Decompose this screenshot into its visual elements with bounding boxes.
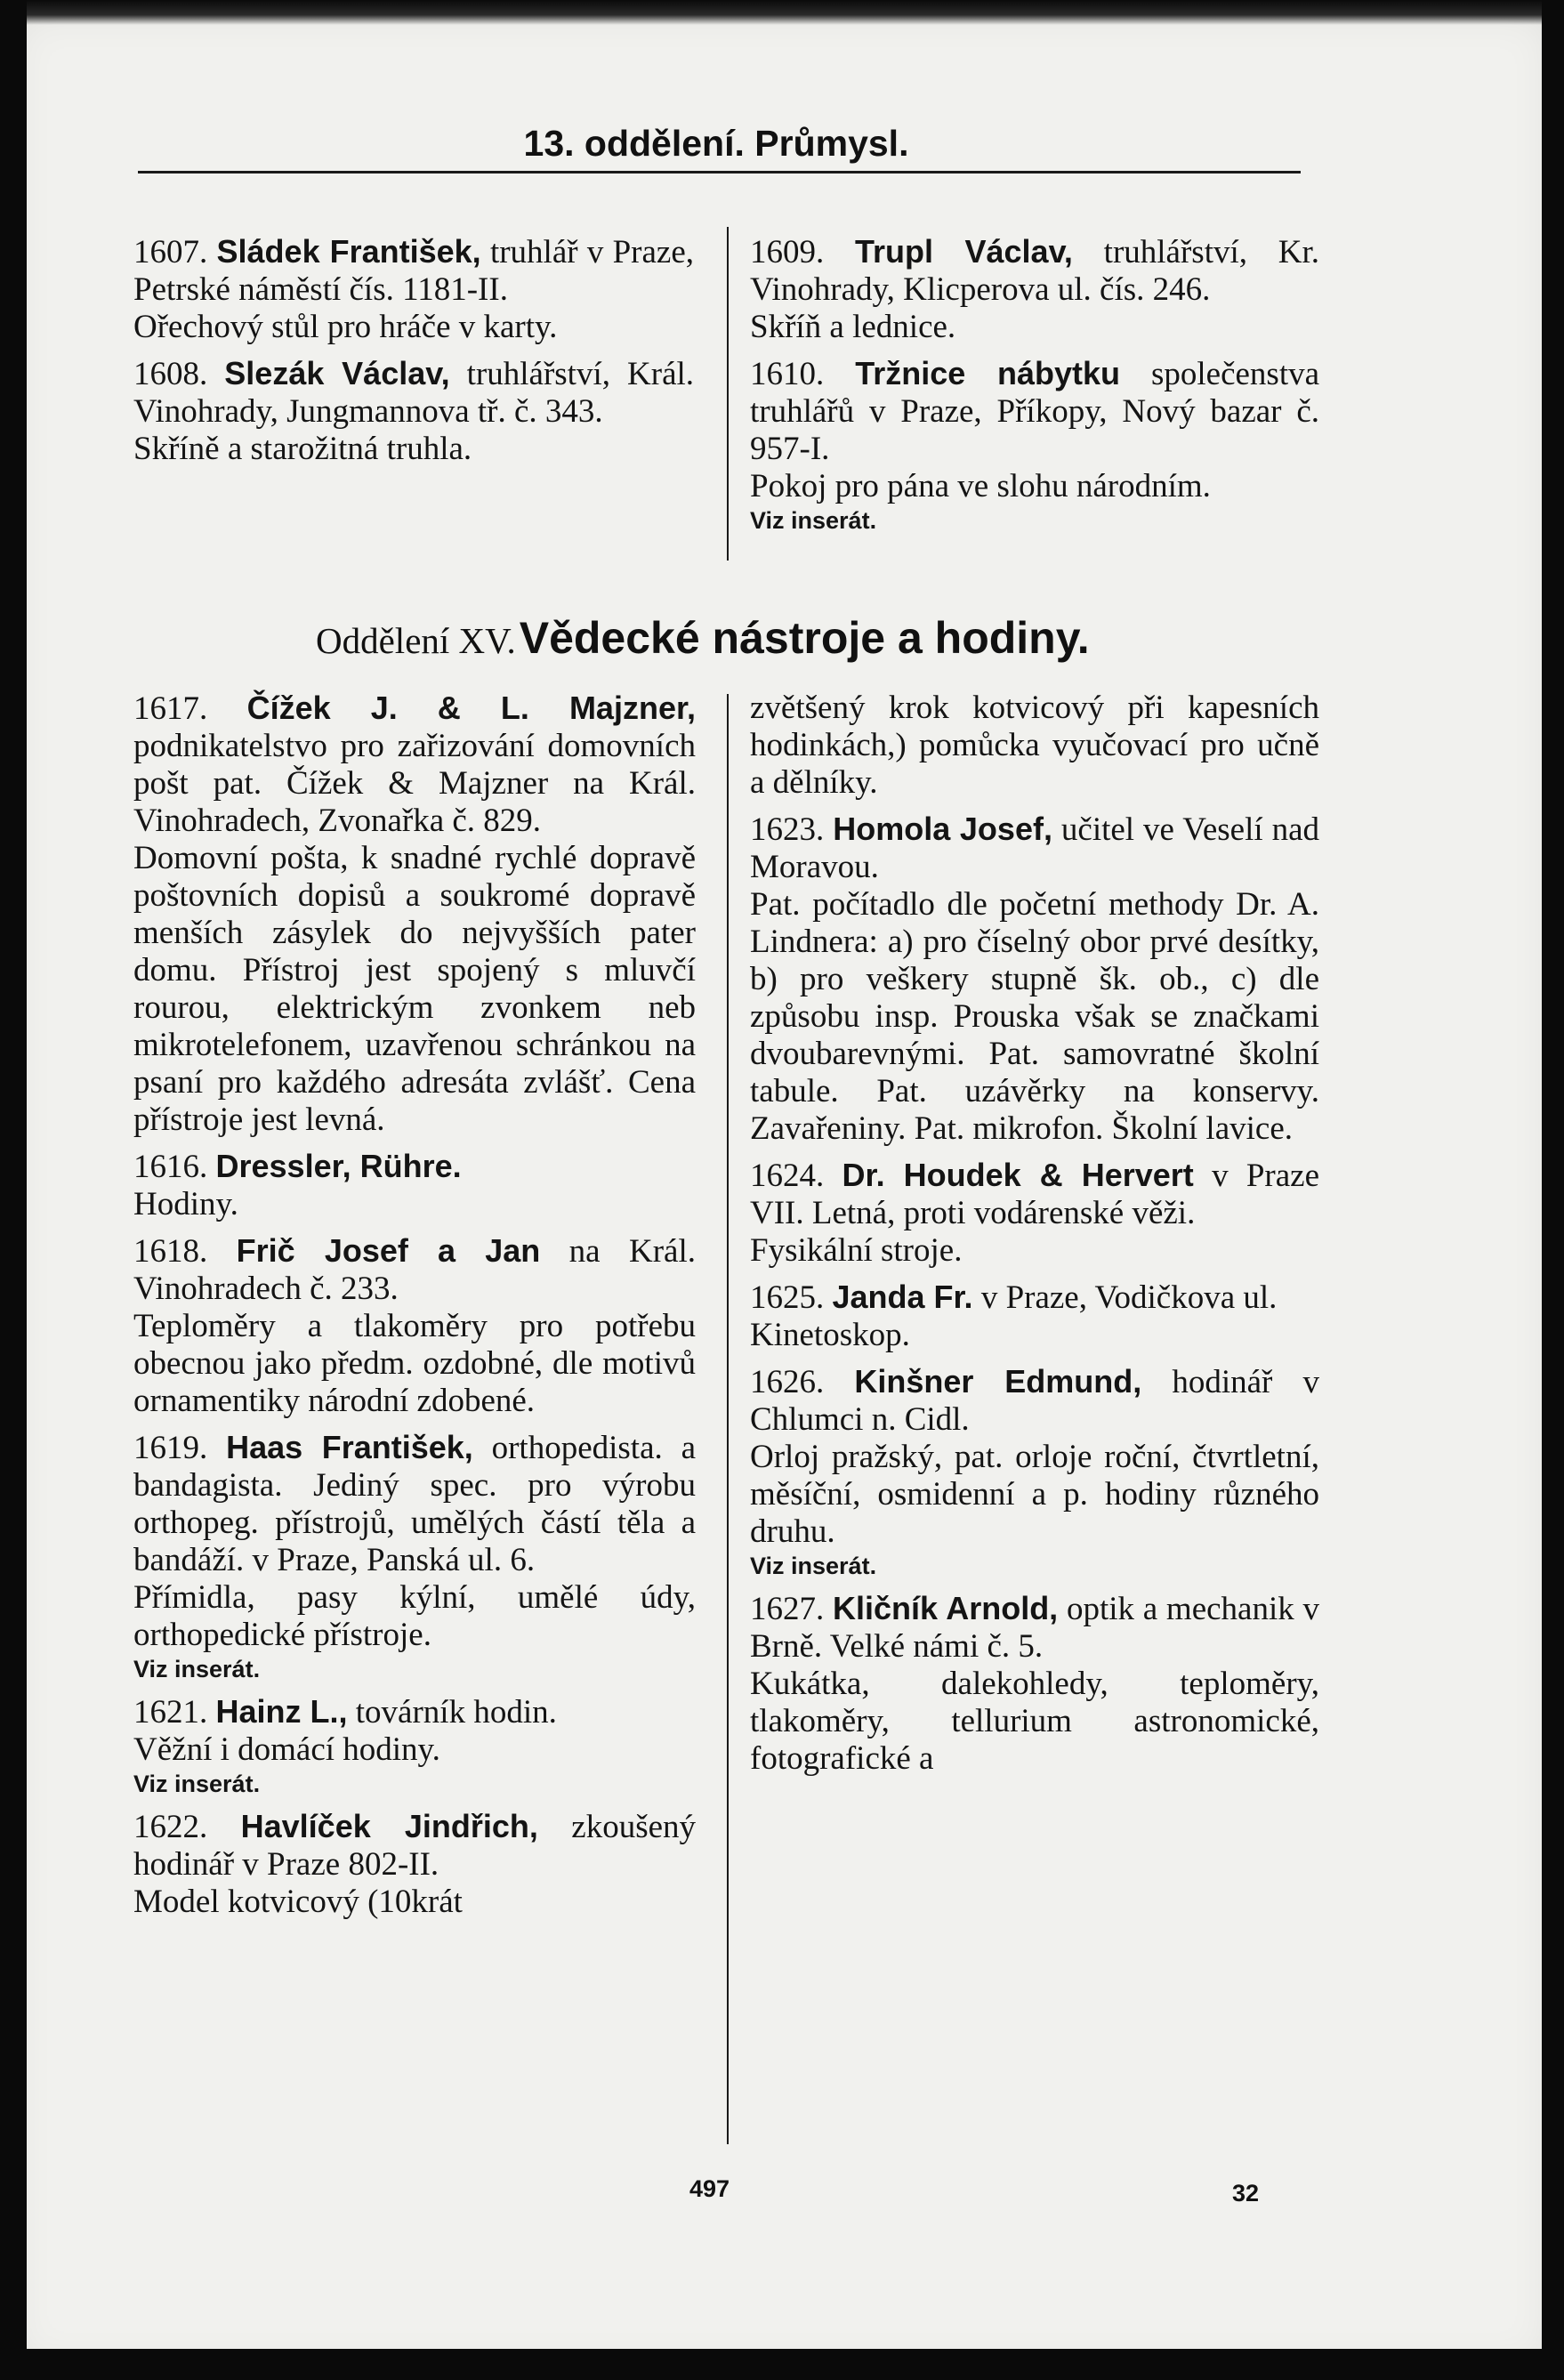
exhibitor-address: v Praze, Vodičkova ul. (980, 1279, 1278, 1316)
exhibitor-address: optik a mechanik v Brně. Velké námi č. 5. (750, 1591, 1319, 1665)
exhibitor-name: Janda Fr. (832, 1279, 973, 1315)
entry-header (750, 1363, 1319, 1439)
entry-number: 1625. (750, 1279, 825, 1316)
bottom-right-column (750, 690, 1319, 1787)
description-text: zvětšený krok kotvicový při kapesních hodinkách,) pomůcka vyučovací pro učně a dělníky. (750, 690, 1319, 801)
column-divider-bottom (727, 694, 729, 2144)
entry-header (750, 355, 1319, 468)
entry-header (750, 233, 1319, 309)
entry-number: 1624. (750, 1158, 825, 1194)
catalog-entry (133, 1232, 696, 1420)
description-text: Pokoj pro pána ve slohu národním. (750, 468, 1211, 504)
exhibitor-address: společenstva truhlářů v Praze, Příkopy, Nový bazar č. 957-I. (750, 356, 1320, 467)
exhibitor-name: Kličník Arnold, (833, 1590, 1059, 1626)
entry-header (133, 1808, 696, 1884)
catalog-entry (133, 690, 696, 1139)
catalog-entry (133, 355, 694, 468)
exhibit-description (750, 309, 1319, 346)
exhibitor-name: Trupl Václav, (855, 233, 1073, 270)
top-right-column (750, 233, 1319, 545)
catalog-entry (133, 233, 694, 346)
entry-header (750, 1590, 1319, 1666)
exhibit-description (133, 840, 696, 1139)
catalog-entry (750, 1279, 1319, 1354)
entry-header (133, 233, 694, 309)
exhibitor-name: Sládek František, (216, 233, 481, 270)
header-rule (138, 171, 1301, 173)
entry-number: 1608. (133, 356, 208, 392)
column-divider-top (727, 227, 729, 561)
catalog-entry (750, 355, 1319, 536)
description-text: Orloj pražský, pat. orloje roční, čtvrtletní, měsíční, osmidenní a p. hodiny různého druhu. (750, 1439, 1319, 1550)
exhibitor-address: truhlář v Praze, Petrské náměstí čís. 1181-II. (133, 234, 695, 308)
running-head: 13. oddělení. Průmysl. (523, 123, 909, 164)
exhibitor-name: Hainz L., (215, 1693, 348, 1730)
exhibitor-name: Kinšner Edmund, (854, 1363, 1142, 1400)
catalog-entry (133, 1808, 696, 1921)
exhibit-description (750, 1439, 1319, 1551)
exhibitor-address: truhlářství, Kr. Vinohrady, Klicperova ul. čís. 246. (750, 234, 1319, 308)
entry-number: 1621. (133, 1694, 208, 1731)
entry-number: 1607. (133, 234, 208, 270)
entry-header (133, 1148, 696, 1186)
scan-border-left (0, 0, 27, 2380)
exhibitor-address: hodinář v Chlumci n. Cidl. (750, 1364, 1319, 1438)
exhibitor-address: truhlářství, Král. Vinohrady, Jungmannova tř. č. 343. (133, 356, 695, 430)
catalog-entry (133, 1148, 696, 1223)
exhibitor-address: na Král. Vinohradech č. 233. (133, 1233, 696, 1307)
entry-number: 1627. (750, 1591, 825, 1627)
exhibit-description (750, 886, 1319, 1148)
catalog-entry (750, 811, 1319, 1148)
entry-header (750, 1279, 1319, 1317)
top-left-column (133, 233, 694, 477)
description-text: Hodiny. (133, 1186, 238, 1222)
catalog-entry (750, 233, 1319, 346)
exhibit-description (133, 431, 694, 468)
signature-mark: 32 (1232, 2180, 1260, 2207)
exhibitor-name: Tržnice nábytku (855, 355, 1121, 391)
entry-header (133, 355, 694, 431)
exhibit-description (750, 1317, 1319, 1354)
exhibit-description (133, 1308, 696, 1420)
section-heading: Vědecké nástroje a hodiny. (519, 613, 1090, 663)
see-advertisement-note: Viz inserát. (750, 1553, 877, 1579)
exhibitor-name: Havlíček Jindřich, (240, 1808, 538, 1844)
entry-header (750, 811, 1319, 886)
scan-border-bottom (0, 2349, 1564, 2380)
exhibitor-name: Čížek J. & L. Majzner, (246, 690, 696, 726)
section-title (316, 612, 1205, 664)
entry-number: 1626. (750, 1364, 825, 1400)
bottom-left-column (133, 690, 696, 1930)
exhibit-description (750, 468, 1319, 505)
entry-number: 1622. (133, 1809, 208, 1845)
exhibit-description (750, 1232, 1319, 1270)
exhibitor-address: orthopedista. a bandagista. Jediný spec. pro výrobu orthopeg. přístrojů, umělých částí těla a bandáží. v Praze, Panská ul. 6. (133, 1430, 697, 1578)
exhibitor-name: Slezák Václav, (224, 355, 450, 391)
entry-number: 1618. (133, 1233, 208, 1270)
exhibitor-name: Dr. Houdek & Hervert (842, 1157, 1194, 1193)
entry-header (133, 1693, 696, 1731)
exhibitor-name: Haas František, (226, 1429, 473, 1465)
catalog-entry (750, 1363, 1319, 1581)
exhibitor-name: Frič Josef a Jan (236, 1232, 541, 1269)
exhibitor-address: podnikatelstvo pro zařizování domovních pošt pat. Čížek & Majzner na Král. Vinohradech, Zvonařka č. 829. (133, 728, 696, 839)
description-text: Věžní i domácí hodiny. (133, 1731, 440, 1768)
catalog-entry (133, 1429, 696, 1684)
scan-border-right (1542, 0, 1564, 2380)
entry-number: 1617. (133, 690, 208, 727)
entry-header (133, 1232, 696, 1308)
description-text: Model kotvicový (10krát (133, 1884, 463, 1920)
entry-header (750, 1157, 1319, 1232)
see-advertisement-note: Viz inserát. (750, 507, 877, 534)
exhibitor-address: učitel ve Veselí nad Moravou. (750, 811, 1320, 885)
description-text: Pat. počítadlo dle početní methody Dr. A. Lindnera: a) pro číselný obor prvé desítky, b) pro veškery stupně šk. ob., c) dle způsobu insp. Prouska však se značkami dvoubarevnými. Pat. samovratné školní tabule. Pat. uzávěrky na konservy. Zavařeniny. Pat. mikrofon. Školní lavice. (750, 886, 1319, 1147)
exhibit-description (133, 1731, 696, 1769)
description-text: Skříně a starožitná truhla. (133, 431, 472, 467)
exhibitor-name: Dressler, Rühre. (215, 1148, 462, 1184)
entry-header (133, 690, 696, 840)
entry-number: 1616. (133, 1149, 208, 1185)
description-text: Domovní pošta, k snadné rychlé dopravě poštovních dopisů a soukromé dopravě menších zásylek do nejvyšších pater domu. Přístroj jest spojený s mluvčí rourou, elektrickým zvonkem neb mikrotelefonem, uzavřenou schránkou na psaní pro každého adresáta zvlášť. Cena přístroje jest levná. (133, 840, 696, 1138)
exhibit-description (133, 1884, 696, 1921)
description-text: Ořechový stůl pro hráče v karty. (133, 309, 558, 345)
page-number: 497 (689, 2175, 730, 2202)
entry-number: 1623. (750, 811, 825, 848)
entry-number: 1609. (750, 234, 825, 270)
description-text: Přímidla, pasy kýlní, umělé údy, orthopedické přístroje. (133, 1579, 696, 1653)
exhibit-description (750, 690, 1319, 802)
description-text: Fysikální stroje. (750, 1232, 963, 1269)
catalog-entry (750, 1157, 1319, 1270)
description-text: Kukátka, dalekohledy, teploměry, tlakoměry, tellurium astronomické, fotografické a (750, 1666, 1319, 1777)
exhibit-description (133, 1579, 696, 1654)
catalog-entry (750, 690, 1319, 802)
exhibit-description (133, 1186, 696, 1223)
catalog-entry (133, 1693, 696, 1799)
description-text: Teploměry a tlakoměry pro potřebu obecnou jako předm. ozdobné, dle motivů ornamentiky národní zdobené. (133, 1308, 696, 1419)
exhibitor-address: zkoušený hodinář v Praze 802-II. (133, 1809, 697, 1883)
see-advertisement-note: Viz inserát. (133, 1771, 261, 1797)
exhibitor-name: Homola Josef, (833, 811, 1052, 847)
description-text: Skříň a lednice. (750, 309, 956, 345)
scan-border-top (0, 0, 1564, 25)
exhibit-description (750, 1666, 1319, 1778)
section-lead: Oddělení XV. (316, 620, 516, 661)
catalog-entry (750, 1590, 1319, 1778)
entry-header (133, 1429, 696, 1579)
entry-number: 1619. (133, 1430, 208, 1466)
exhibitor-address: v Praze VII. Letná, proti vodárenské věži. (750, 1158, 1320, 1231)
entry-number: 1610. (750, 356, 825, 392)
exhibitor-address: továrník hodin. (355, 1694, 557, 1731)
description-text: Kinetoskop. (750, 1317, 910, 1353)
exhibit-description (133, 309, 694, 346)
see-advertisement-note: Viz inserát. (133, 1656, 261, 1682)
